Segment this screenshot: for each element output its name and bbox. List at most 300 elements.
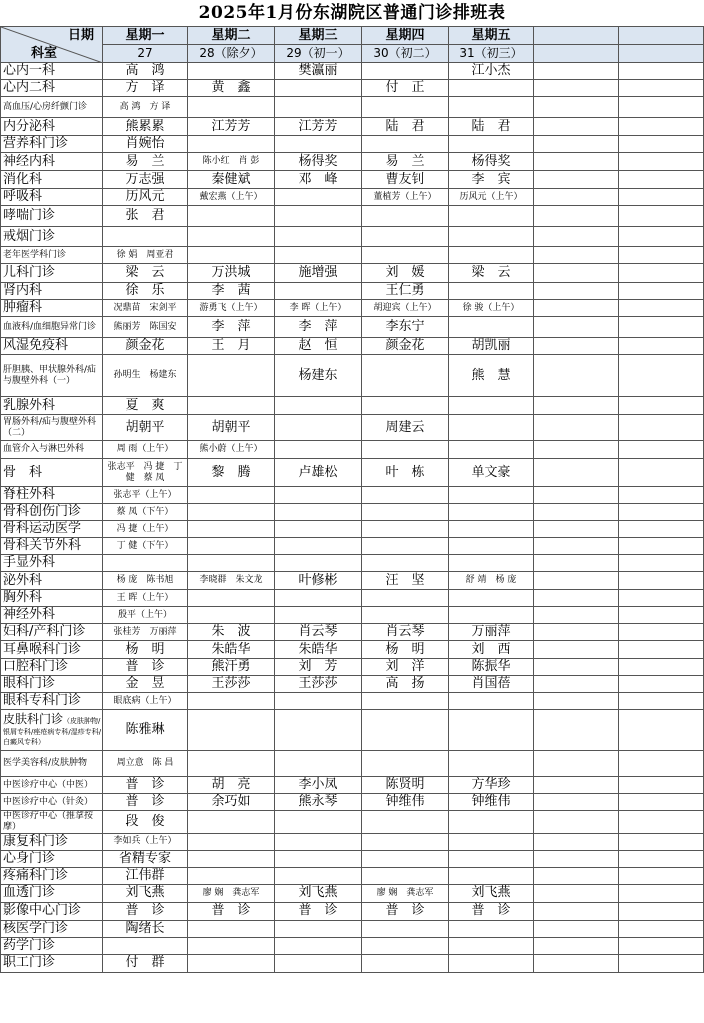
dept-name: 中医诊疗中心（推拿按摩） [1,811,103,834]
doctor-cell: 杨得奖 [275,153,362,171]
doctor-cell: 蔡 凤（下午） [103,504,188,521]
doctor-cell [275,954,362,972]
table-row [1,136,704,153]
empty-cell [619,171,704,189]
empty-cell [619,300,704,317]
dept-name: 肾内科 [1,283,103,300]
dept-name: 医学美容科/皮肤肿物 [1,751,103,777]
doctor-cell: 普 诊 [103,902,188,920]
doctor-cell: 普 诊 [362,902,449,920]
doctor-cell [362,811,449,834]
empty-cell [619,607,704,624]
table-row [1,415,704,441]
doctor-cell: 丁 健（下午） [103,538,188,555]
doctor-cell [449,521,534,538]
doctor-cell: 冯 捷（上午） [103,521,188,538]
dept-name: 心内一科 [1,63,103,80]
doctor-cell: 余巧如 [188,794,275,811]
doctor-cell: 方华珍 [449,777,534,794]
dept-name: 职工门诊 [1,954,103,972]
doctor-cell [188,590,275,607]
doctor-cell: 张志平（上午） [103,487,188,504]
dept-name: 风湿免疫科 [1,338,103,355]
doctor-cell [362,920,449,937]
doctor-cell: 秦健斌 [188,171,275,189]
empty-cell [619,441,704,459]
doctor-cell [275,206,362,227]
doctor-cell [275,590,362,607]
doctor-cell: 杨建东 [275,355,362,397]
empty-cell [619,227,704,247]
doctor-cell: 刘 芳 [275,659,362,676]
empty-cell [619,676,704,693]
doctor-cell: 张 君 [103,206,188,227]
doctor-cell [362,555,449,572]
schedule-table [0,26,704,973]
table-row [1,300,704,317]
empty-cell [534,538,619,555]
empty-cell [534,850,619,867]
doctor-cell [275,538,362,555]
empty-cell [534,676,619,693]
empty-cell [534,693,619,710]
doctor-cell: 胡 亮 [188,777,275,794]
doctor-cell: 陈小红 肖 彭 [188,153,275,171]
dept-name: 泌外科 [1,572,103,590]
doctor-cell: 刘 媛 [362,264,449,283]
empty-header-cell [534,45,619,63]
doctor-cell: 周立意 陈 昌 [103,751,188,777]
doctor-cell: 易 兰 [362,153,449,171]
dept-name: 妇科/产科门诊 [1,624,103,641]
doctor-cell: 颜金花 [103,338,188,355]
date-header: 29（初一） [275,45,362,63]
table-row [1,206,704,227]
empty-cell [619,97,704,118]
empty-cell [534,487,619,504]
doctor-cell [275,487,362,504]
dept-name: 乳腺外科 [1,397,103,415]
doctor-cell: 张志平 冯 捷 丁 健 蔡 凤 [103,459,188,487]
empty-cell [534,206,619,227]
doctor-cell: 段 俊 [103,811,188,834]
empty-cell [534,624,619,641]
empty-cell [534,118,619,136]
date-label: 日期 [67,28,94,43]
dept-name: 消化科 [1,171,103,189]
doctor-cell [449,590,534,607]
empty-cell [534,264,619,283]
empty-cell [534,397,619,415]
doctor-cell [449,97,534,118]
doctor-cell [188,811,275,834]
doctor-cell: 叶 栋 [362,459,449,487]
doctor-cell [362,590,449,607]
doctor-cell: 陆 君 [449,118,534,136]
doctor-cell: 周建云 [362,415,449,441]
doctor-cell: 朱皓华 [188,641,275,659]
doctor-cell: 朱皓华 [275,641,362,659]
doctor-cell [362,355,449,397]
doctor-cell [188,97,275,118]
doctor-cell: 钟维伟 [449,794,534,811]
table-row [1,884,704,902]
doctor-cell: 江伟群 [103,867,188,884]
doctor-cell: 刘 西 [449,641,534,659]
doctor-cell: 肖国蓓 [449,676,534,693]
doctor-cell [275,693,362,710]
doctor-cell: 殷平（上午） [103,607,188,624]
doctor-cell: 易 兰 [103,153,188,171]
doctor-cell [188,920,275,937]
table-row [1,572,704,590]
empty-cell [534,794,619,811]
table-row [1,338,704,355]
doctor-cell [362,247,449,264]
doctor-cell: 江芳芳 [188,118,275,136]
doctor-cell [275,710,362,751]
doctor-cell: 廖 娴 龚志军 [362,884,449,902]
dept-name: 呼吸科 [1,189,103,206]
doctor-cell: 普 诊 [103,777,188,794]
doctor-cell [275,283,362,300]
doctor-cell: 李 晖（上午） [275,300,362,317]
doctor-cell: 普 诊 [188,902,275,920]
doctor-cell: 叶修彬 [275,572,362,590]
doctor-cell: 周 雨（上午） [103,441,188,459]
doctor-cell: 熊累累 [103,118,188,136]
doctor-cell [362,441,449,459]
table-row [1,264,704,283]
table-row [1,867,704,884]
doctor-cell: 陈贤明 [362,777,449,794]
doctor-cell: 熊小蔚（上午） [188,441,275,459]
doctor-cell: 胡迎宾（上午） [362,300,449,317]
dept-name [1,710,103,751]
dept-name: 药学门诊 [1,937,103,954]
doctor-cell: 普 诊 [103,659,188,676]
empty-cell [619,937,704,954]
doctor-cell: 熊 慧 [449,355,534,397]
doctor-cell [275,504,362,521]
dept-name: 心身门诊 [1,850,103,867]
doctor-cell [449,920,534,937]
doctor-cell [188,504,275,521]
doctor-cell [362,693,449,710]
doctor-cell [362,867,449,884]
dept-name: 手显外科 [1,555,103,572]
dept-name: 神经内科 [1,153,103,171]
doctor-cell [449,206,534,227]
doctor-cell: 王 晖（上午） [103,590,188,607]
table-row [1,118,704,136]
table-row [1,920,704,937]
table-row [1,607,704,624]
table-row [1,487,704,504]
empty-cell [619,555,704,572]
doctor-cell: 肖云琴 [362,624,449,641]
dept-name: 儿科门诊 [1,264,103,283]
doctor-cell [275,850,362,867]
doctor-cell [449,693,534,710]
table-row [1,811,704,834]
doctor-cell: 刘飞燕 [449,884,534,902]
doctor-cell: 普 诊 [103,794,188,811]
empty-cell [534,884,619,902]
empty-cell [619,920,704,937]
empty-cell [619,80,704,97]
empty-cell [534,867,619,884]
empty-cell [534,521,619,538]
table-row [1,227,704,247]
empty-cell [534,902,619,920]
empty-cell [534,171,619,189]
doctor-cell [362,833,449,850]
dept-name: 疼痛科门诊 [1,867,103,884]
table-row [1,710,704,751]
doctor-cell [103,555,188,572]
empty-cell [619,794,704,811]
doctor-cell: 夏 爽 [103,397,188,415]
doctor-cell [362,710,449,751]
doctor-cell [449,504,534,521]
empty-cell [619,641,704,659]
dept-name-main: 皮肤科门诊 [3,711,64,726]
empty-cell [619,317,704,338]
empty-cell [619,247,704,264]
empty-cell [619,189,704,206]
doctor-cell: 高 鸿 方 译 [103,97,188,118]
empty-cell [619,572,704,590]
table-row [1,693,704,710]
doctor-cell [275,189,362,206]
doctor-cell [188,833,275,850]
dept-name: 眼科专科门诊 [1,693,103,710]
empty-cell [619,338,704,355]
empty-cell [619,264,704,283]
dept-name: 眼科门诊 [1,676,103,693]
empty-cell [619,283,704,300]
dept-name: 影像中心门诊 [1,902,103,920]
empty-cell [534,63,619,80]
empty-cell [619,415,704,441]
doctor-cell: 梁 云 [103,264,188,283]
table-row [1,624,704,641]
table-row [1,80,704,97]
doctor-cell [275,97,362,118]
doctor-cell: 万志强 [103,171,188,189]
doctor-cell [362,937,449,954]
dept-name: 血透门诊 [1,884,103,902]
doctor-cell: 刘飞燕 [275,884,362,902]
doctor-cell [449,833,534,850]
doctor-cell [449,397,534,415]
table-row [1,833,704,850]
table-row [1,555,704,572]
dept-name: 骨 科 [1,459,103,487]
empty-cell [534,555,619,572]
table-row [1,751,704,777]
doctor-cell [188,607,275,624]
dept-name: 康复科门诊 [1,833,103,850]
doctor-cell: 高 扬 [362,676,449,693]
dept-name: 哮喘门诊 [1,206,103,227]
doctor-cell: 朱 波 [188,624,275,641]
dept-name: 骨科运动医学 [1,521,103,538]
header-diagonal-cell [1,27,103,63]
doctor-cell: 李晓群 朱文龙 [188,572,275,590]
empty-cell [534,710,619,751]
doctor-cell: 普 诊 [449,902,534,920]
doctor-cell: 杨 明 [362,641,449,659]
table-row [1,777,704,794]
doctor-cell: 肖云琴 [275,624,362,641]
dept-label: 科室 [31,46,58,62]
doctor-cell: 万洪城 [188,264,275,283]
doctor-cell: 杨得奖 [449,153,534,171]
doctor-cell [275,833,362,850]
empty-cell [534,833,619,850]
doctor-cell [188,487,275,504]
table-row [1,97,704,118]
dept-name: 老年医学科门诊 [1,247,103,264]
empty-cell [619,811,704,834]
doctor-cell: 眼底病（上午） [103,693,188,710]
dept-name: 血管介入与淋巴外科 [1,441,103,459]
doctor-cell: 王莎莎 [188,676,275,693]
empty-cell [619,206,704,227]
empty-cell [619,487,704,504]
empty-cell [619,521,704,538]
dept-name: 神经外科 [1,607,103,624]
doctor-cell [188,954,275,972]
date-header: 30（初二） [362,45,449,63]
doctor-cell [362,206,449,227]
doctor-cell [275,920,362,937]
doctor-cell: 李 宾 [449,171,534,189]
doctor-cell [103,227,188,247]
table-row [1,459,704,487]
doctor-cell [362,487,449,504]
empty-cell [534,153,619,171]
doctor-cell: 单文豪 [449,459,534,487]
empty-cell [534,641,619,659]
empty-cell [534,659,619,676]
empty-header-cell [534,27,619,45]
doctor-cell: 黎 腾 [188,459,275,487]
table-row [1,504,704,521]
doctor-cell: 李小凤 [275,777,362,794]
doctor-cell [362,63,449,80]
doctor-cell: 徐 娟 周亚君 [103,247,188,264]
doctor-cell: 江芳芳 [275,118,362,136]
doctor-cell [188,227,275,247]
empty-cell [534,441,619,459]
doctor-cell [362,227,449,247]
doctor-cell [275,80,362,97]
doctor-cell: 汪 坚 [362,572,449,590]
dept-name: 胃肠外科/疝与腹壁外科（二） [1,415,103,441]
dept-name: 脊柱外科 [1,487,103,504]
date-header: 31（初三） [449,45,534,63]
empty-cell [534,607,619,624]
empty-cell [534,227,619,247]
doctor-cell: 胡凯丽 [449,338,534,355]
table-row [1,521,704,538]
empty-cell [619,659,704,676]
empty-cell [534,80,619,97]
dept-name: 中医诊疗中心（中医） [1,777,103,794]
doctor-cell: 李如兵（上午） [103,833,188,850]
doctor-cell: 普 诊 [275,902,362,920]
doctor-cell [188,867,275,884]
doctor-cell [362,521,449,538]
empty-header-cell [619,45,704,63]
weekday-header: 星期一 [103,27,188,45]
dept-note: （皮肤肿物/银屑专科/痤疮病专科/湿疹专科/白癜风专科） [3,716,102,747]
dept-name: 内分泌科 [1,118,103,136]
empty-cell [619,459,704,487]
doctor-cell [449,850,534,867]
empty-cell [534,317,619,338]
dept-name: 核医学门诊 [1,920,103,937]
doctor-cell: 游勇飞（上午） [188,300,275,317]
doctor-cell [275,811,362,834]
doctor-cell [449,441,534,459]
dept-name: 中医诊疗中心（针灸） [1,794,103,811]
empty-cell [619,355,704,397]
doctor-cell: 徐 骏（上午） [449,300,534,317]
doctor-cell: 付 群 [103,954,188,972]
doctor-cell [449,555,534,572]
doctor-cell [362,504,449,521]
doctor-cell [188,538,275,555]
empty-cell [534,283,619,300]
empty-cell [619,63,704,80]
doctor-cell: 戴宏燕（上午） [188,189,275,206]
table-row [1,937,704,954]
doctor-cell [103,937,188,954]
doctor-cell: 王莎莎 [275,676,362,693]
empty-cell [619,884,704,902]
empty-cell [534,338,619,355]
doctor-cell [449,283,534,300]
doctor-cell [188,751,275,777]
doctor-cell [449,607,534,624]
table-row [1,317,704,338]
empty-cell [534,937,619,954]
doctor-cell [362,954,449,972]
dept-name: 肝胆胰、甲状腺外科/疝与腹壁外科（一） [1,355,103,397]
doctor-cell [188,136,275,153]
doctor-cell [188,63,275,80]
table-row [1,247,704,264]
doctor-cell: 肖婉怡 [103,136,188,153]
doctor-cell [275,247,362,264]
doctor-cell: 李 萍 [188,317,275,338]
empty-cell [619,624,704,641]
empty-cell [534,954,619,972]
doctor-cell: 王 月 [188,338,275,355]
empty-cell [619,136,704,153]
dept-name: 血液科/血细胞异常门诊 [1,317,103,338]
doctor-cell [188,937,275,954]
doctor-cell [449,954,534,972]
empty-cell [619,397,704,415]
empty-cell [534,300,619,317]
doctor-cell: 熊永琴 [275,794,362,811]
doctor-cell: 胡朝平 [103,415,188,441]
